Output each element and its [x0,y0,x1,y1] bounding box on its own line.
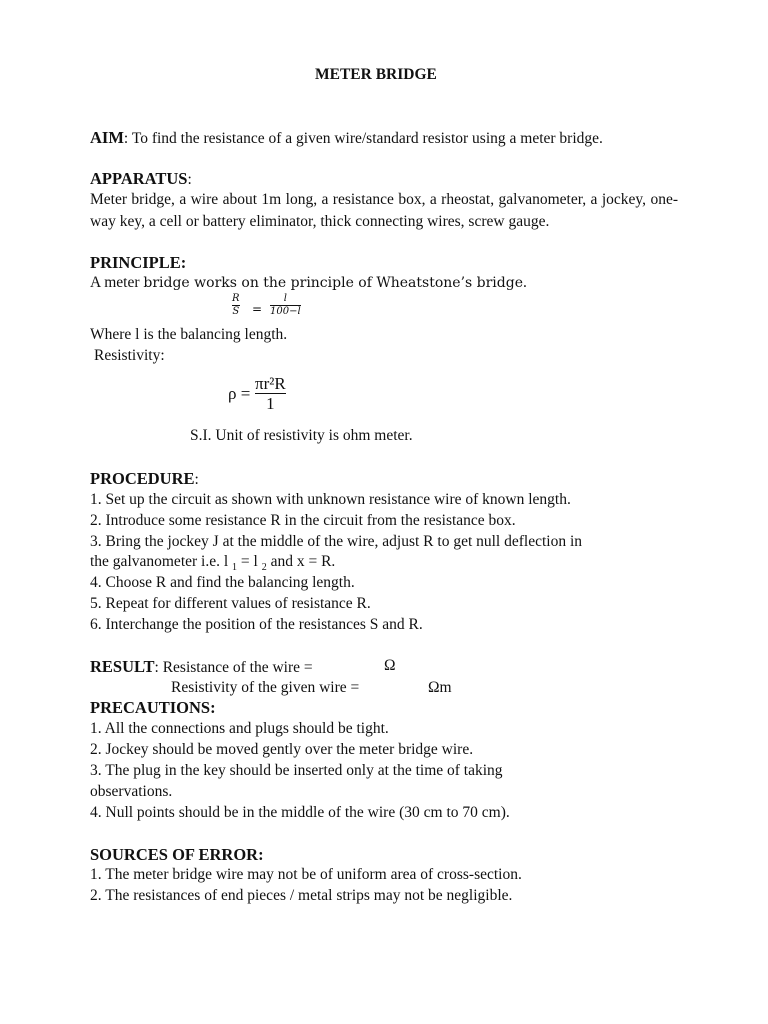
formula-r: R [232,293,240,304]
page-title: METER BRIDGE [315,66,437,83]
procedure-step: 6. Interchange the position of the resistances S and R. [90,616,423,633]
step-cont-mid: = l [237,553,262,570]
balancing-length-note: Where l is the balancing length. [90,326,288,343]
precaution-item: 1. All the connections and plugs should be tight. [90,720,389,737]
ohm-unit: Ω [384,657,396,674]
result-resistivity: Resistivity of the given wire = [171,679,360,696]
procedure-step: 3. Bring the jockey J at the middle of the wire, adjust R to get null deflection in [90,533,583,550]
step-cont-pre: the galvanometer i.e. l [90,553,233,570]
procedure-step: 5. Repeat for different values of resistance R. [90,595,371,612]
step-cont-post: and x = R. [266,553,336,570]
error-item: 2. The resistances of end pieces / metal strips may not be negligible. [90,887,513,904]
si-unit-note: S.I. Unit of resistivity is ohm meter. [190,427,413,444]
result-wire-resistance: : Resistance of the wire = [154,659,313,676]
resistivity-label: Resistivity: [94,347,165,364]
formula-l-over-100-minus-l [270,293,301,318]
apparatus-heading: APPARATUS [90,169,188,188]
precaution-item-continued: observations. [90,783,173,800]
precautions-heading: PRECAUTIONS: [90,698,216,717]
procedure-colon: : [194,471,199,488]
principle-text-a: A meter [90,274,144,291]
errors-heading: SOURCES OF ERROR: [90,845,264,864]
precaution-item: 4. Null points should be in the middle of the wire (30 cm to 70 cm). [90,804,510,821]
procedure-heading: PROCEDURE [90,469,195,488]
aim-text: : To find the resistance of a given wire/standard resistor using a meter bridge. [123,130,603,147]
result-line-1 [90,657,313,677]
procedure-step: 4. Choose R and find the balancing length. [90,574,355,591]
apparatus-colon: : [187,171,192,188]
apparatus-heading-line [90,169,192,189]
subscript-1: 1 [232,562,238,574]
error-item: 1. The meter bridge wire may not be of uniform area of cross-section. [90,866,522,883]
rho-denominator: 1 [266,394,275,413]
apparatus-text: Meter bridge, a wire about 1m long, a resistance box, a rheostat, galvanometer, a jockey, one-way key, a cell or battery eliminator, thick connecting wires, screw gauge. [90,191,678,230]
ohm-meter-unit: Ωm [428,679,452,696]
procedure-step: 1. Set up the circuit as shown with unknown resistance wire of known length. [90,491,571,508]
procedure-step: 2. Introduce some resistance R in the circuit from the resistance box. [90,512,516,529]
principle-heading: PRINCIPLE: [90,253,187,272]
formula-l: l [283,293,287,304]
formula-equals: = [252,302,263,316]
formula-s: S [232,306,240,317]
rho-numerator: πr²R [255,374,286,393]
procedure-heading-line [90,469,199,489]
rho-formula [255,374,286,413]
result-heading: RESULT [90,657,155,676]
principle-text-b: bridge works on the principle of Wheatstone’s bridge [143,275,523,291]
principle-text [90,274,527,292]
formula-100-minus-l: 100−l [270,306,301,317]
aim-section [90,128,603,148]
formula-r-over-s [232,293,240,318]
precaution-item: 3. The plug in the key should be inserted only at the time of taking [90,762,503,779]
aim-heading: AIM [90,128,124,147]
subscript-2: 2 [261,562,267,574]
principle-text-c: . [523,274,527,291]
procedure-step-continued [90,553,335,573]
rho-lhs: ρ = [228,384,251,403]
precaution-item: 2. Jockey should be moved gently over the meter bridge wire. [90,741,474,758]
